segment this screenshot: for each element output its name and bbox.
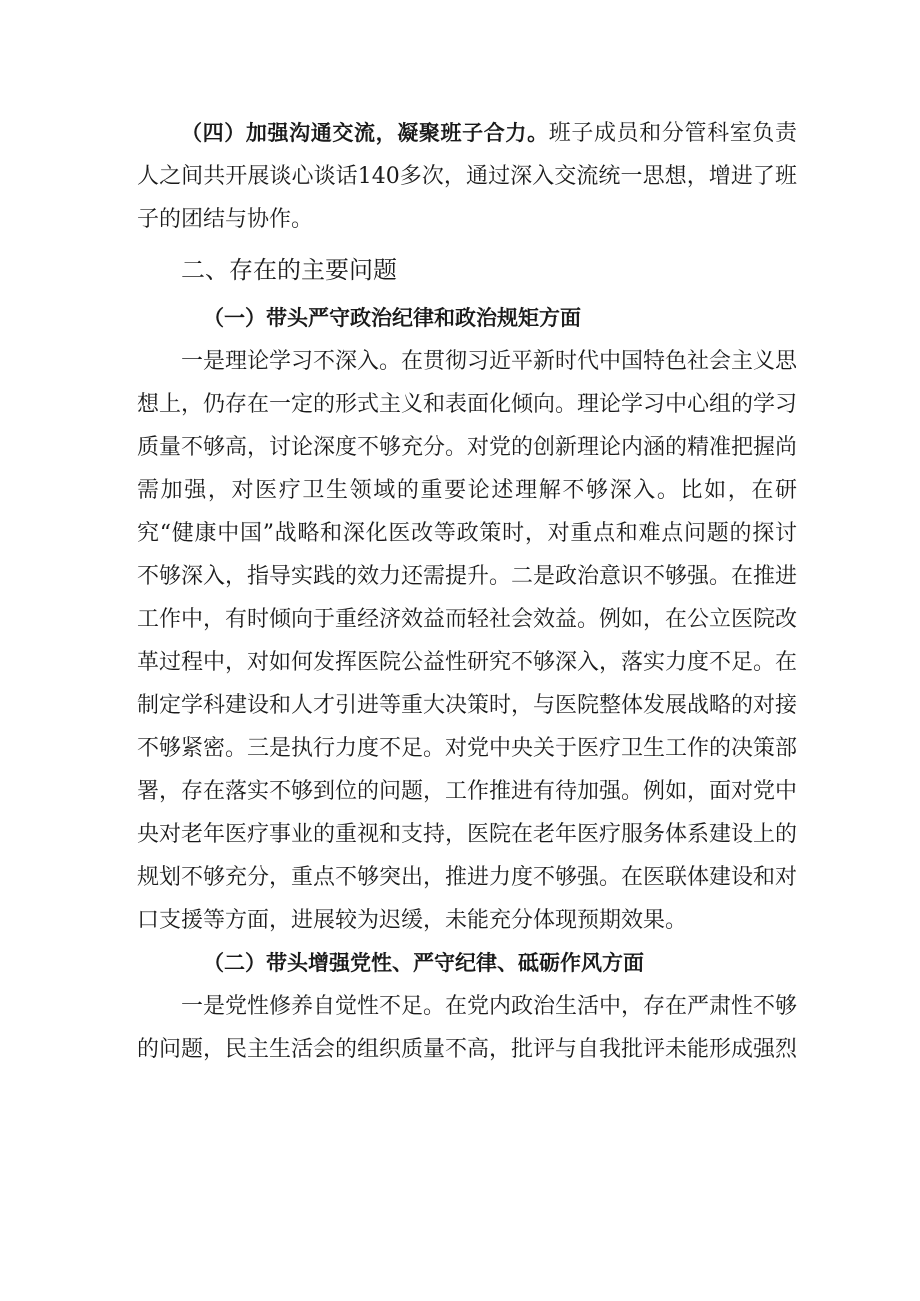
subsection-heading-party-spirit: （二）带头增强党性、严守纪律、砥砺作风方面 — [203, 951, 644, 975]
document-body — [137, 112, 797, 1071]
paragraph-party-spirit: 一是党性修养自觉性不足。在党内政治生活中，存在严肃性不够的问题，民主生活会的组织质量不高，批评与自我批评未能形成强烈 — [137, 994, 798, 1062]
paragraph-communication — [137, 112, 797, 241]
paragraph-lead-heading: （四）加强沟通交流，凝聚班子合力。 — [181, 121, 549, 145]
paragraph-political-discipline: 一是理论学习不深入。在贯彻习近平新时代中国特色社会主义思想上，仍存在一定的形式主义和表面化倾向。理论学习中心组的学习质量不够高，讨论深度不够充分。对党的创新理论内涵的精准把握尚需加强，对医疗卫生领域的重要论述理解不够深入。比如，在研究“健康中国”战略和深化医改等政策时，对重点和难点问题的探讨不够深入，指导实践的效力还需提升。二是政治意识不够强。在推进工作中，有时倾向于重经济效益而轻社会效益。例如，在公立医院改革过程中，对如何发挥医院公益性研究不够深入，落实力度不足。在制定学科建设和人才引进等重大决策时，与医院整体发展战略的对接不够紧密。三是执行力度不足。对党中央关于医疗卫生工作的决策部署，存在落实不够到位的问题，工作推进有待加强。例如，面对党中央对老年医疗事业的重视和支持，医院在老年医疗服务体系建设上的规划不够充分，重点不够突出，推进力度不够强。在医联体建设和对口支援等方面，进展较为迟缓，未能充分体现预期效果。 — [137, 349, 798, 933]
paragraph-text: 班子成员和分管科室负责人之间共开展谈心谈话140多次，通过深入交流统一思想，增进了班子的团结与协作。 — [137, 121, 797, 232]
section-heading-main-problems: 二、存在的主要问题 — [181, 256, 397, 284]
subsection-heading-political-discipline: （一）带头严守政治纪律和政治规矩方面 — [203, 306, 581, 330]
